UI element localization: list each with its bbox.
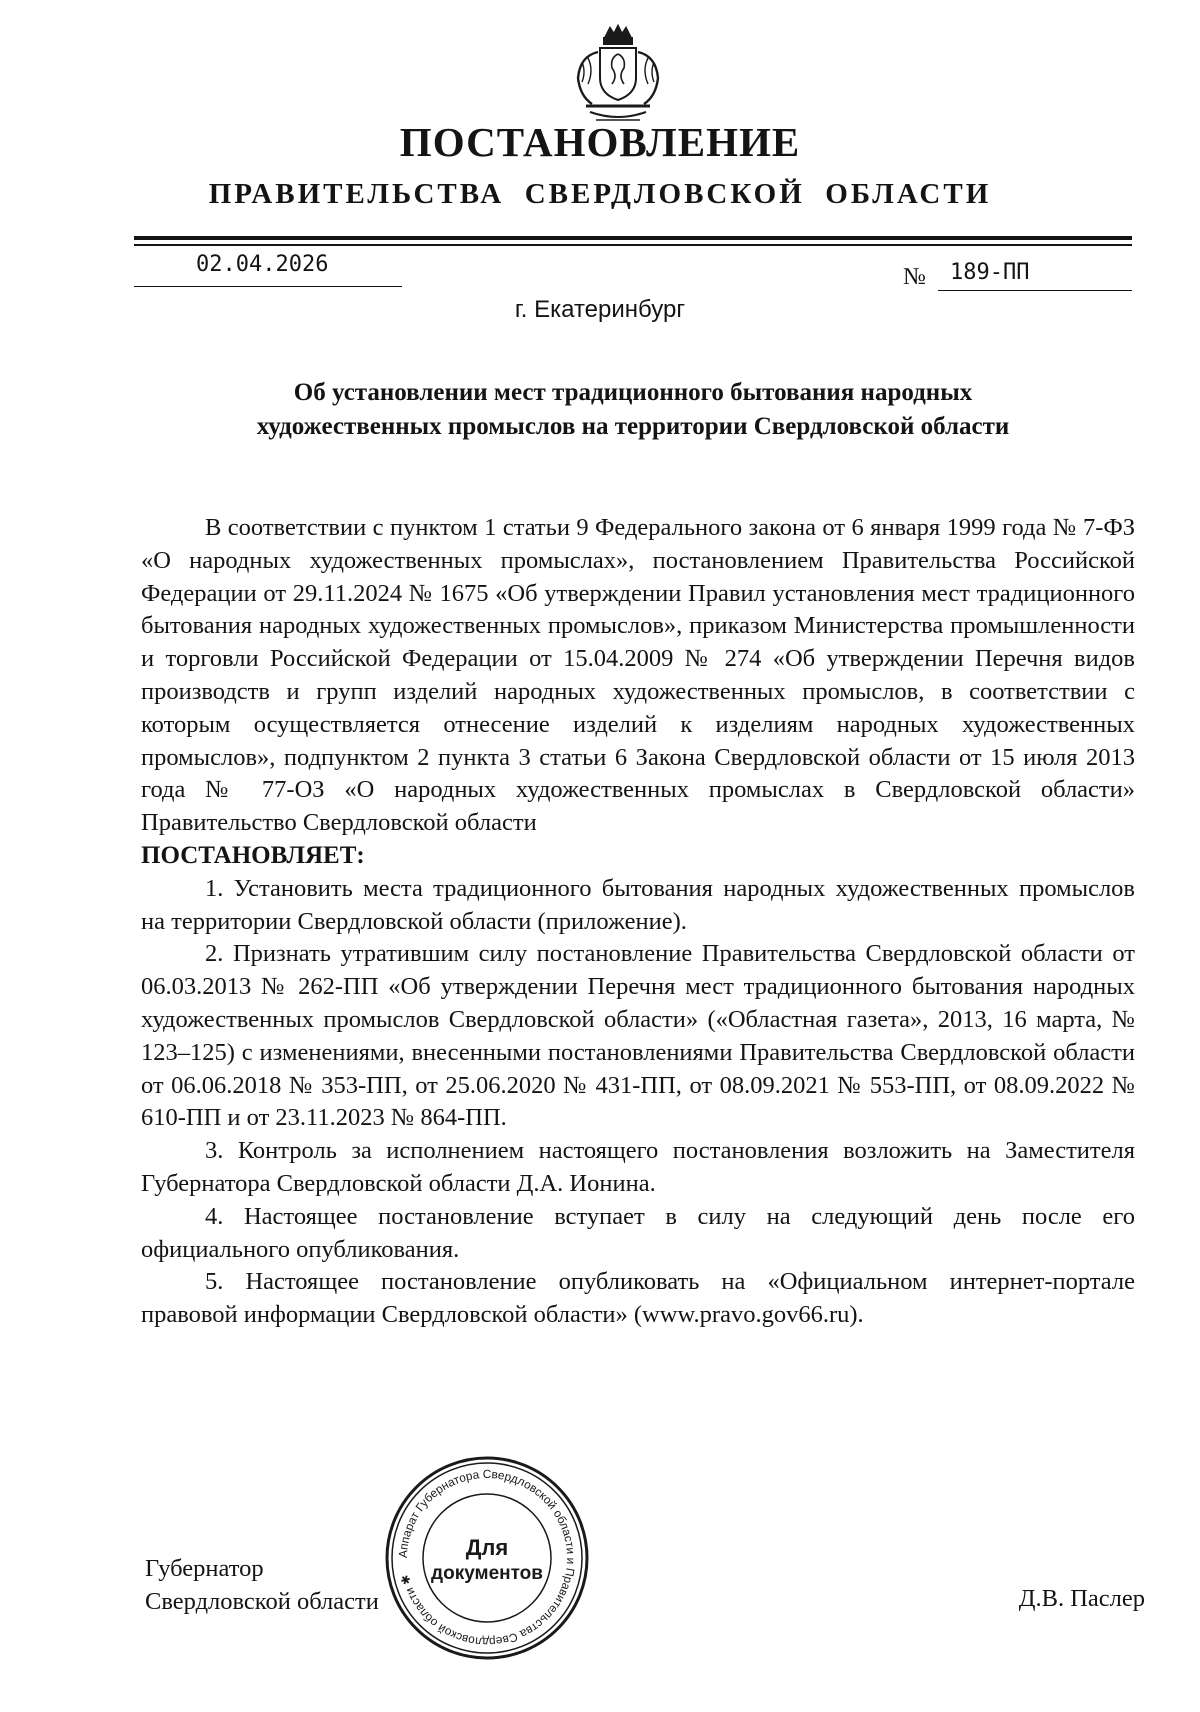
organization-name: ПРАВИТЕЛЬСТВА СВЕРДЛОВСКОЙ ОБЛАСТИ <box>208 178 992 210</box>
issue-city: г. Екатеринбург <box>514 296 686 323</box>
signatory-position <box>145 1552 379 1618</box>
official-stamp <box>384 1455 590 1661</box>
decree-word: ПОСТАНОВЛЯЕТ: <box>141 841 365 869</box>
item-5: 5. Настоящее постановление опубликовать на «Официальном интернет-портале правовой информации Свердловской области» (www.pravo.gov66.ru). <box>141 1268 1135 1329</box>
position-line-1: Губернатор <box>145 1555 264 1582</box>
coat-of-arms-icon <box>568 22 668 126</box>
header-rule-thin <box>134 244 1132 246</box>
item-3: 3. Контроль за исполнением настоящего постановления возложить на Заместителя Губернатора Свердловской области Д.А. Ионина. <box>141 1137 1135 1197</box>
document-title <box>134 376 1132 444</box>
document-number: 189-ПП <box>950 260 1030 285</box>
document-date: 02.04.2026 <box>196 252 329 277</box>
number-sign: № <box>903 264 926 290</box>
item-4: 4. Настоящее постановление вступает в силу на следующий день после его официального опубликования. <box>141 1202 1135 1263</box>
document-body <box>141 512 1135 1332</box>
stamp-center-line-2: документов <box>431 1563 543 1584</box>
preamble: В соответствии с пунктом 1 статьи 9 Федерального закона от 6 января 1999 года № 7-ФЗ «О народных художественных промыслах», постановлением Правительства Российской Федерации от 29.11.2024 № 1675 «Об утверждении Правил установления мест традиционного бытования народных художественных промыслов», приказом Министерства промышленности и торговли Российской Федерации от 15.04.2009 № 274 «Об утверждении Перечня видов производств и групп изделий народных художественных промыслов, в соответствии с которым осуществляется отнесение изделий к изделиям народных художественных промыслов», подпунктом 2 пункта 3 статьи 6 Закона Свердловской области от 15 июля 2013 года № 77-ОЗ «О народных художественных промыслах в Свердловской области» Правительство Свердловской области <box>141 514 1135 837</box>
title-line-2: художественных промыслов на территории Свердловской области <box>256 413 1010 440</box>
title-line-1: Об установлении мест традиционного бытования народных <box>293 379 973 406</box>
item-2: 2. Признать утратившим силу постановление Правительства Свердловской области от 06.03.2013 № 262-ПП «Об утверждении Перечня мест традиционного бытования народных художественных промыслов Свердловской области» («Областная газета», 2013, 16 марта, № 123–125) с изменениями, внесенными постановлениями Правительства Свердловской области от 06.06.2018 № 353-ПП, от 25.06.2020 № 431-ПП, от 08.09.2021 № 553-ПП, от 08.09.2022 № 610-ПП и от 23.11.2023 № 864-ПП. <box>141 940 1135 1132</box>
decree-paragraph <box>141 840 1135 873</box>
stamp-ring-textpath: Аппарат Губернатора Свердловской области и Правительства Свердловской области ✱ <box>395 1466 579 1650</box>
date-underline <box>134 286 402 287</box>
item-1: 1. Установить места традиционного бытования народных художественных промыслов на территории Свердловской области (приложение). <box>141 874 1135 935</box>
signatory-name: Д.В. Паслер <box>1018 1585 1145 1612</box>
header-rule-thick <box>134 236 1132 240</box>
position-line-2: Свердловской области <box>145 1588 379 1615</box>
document-type: ПОСТАНОВЛЕНИЕ <box>399 119 801 165</box>
number-underline <box>938 290 1132 291</box>
stamp-center-line-1: Для <box>465 1535 509 1560</box>
